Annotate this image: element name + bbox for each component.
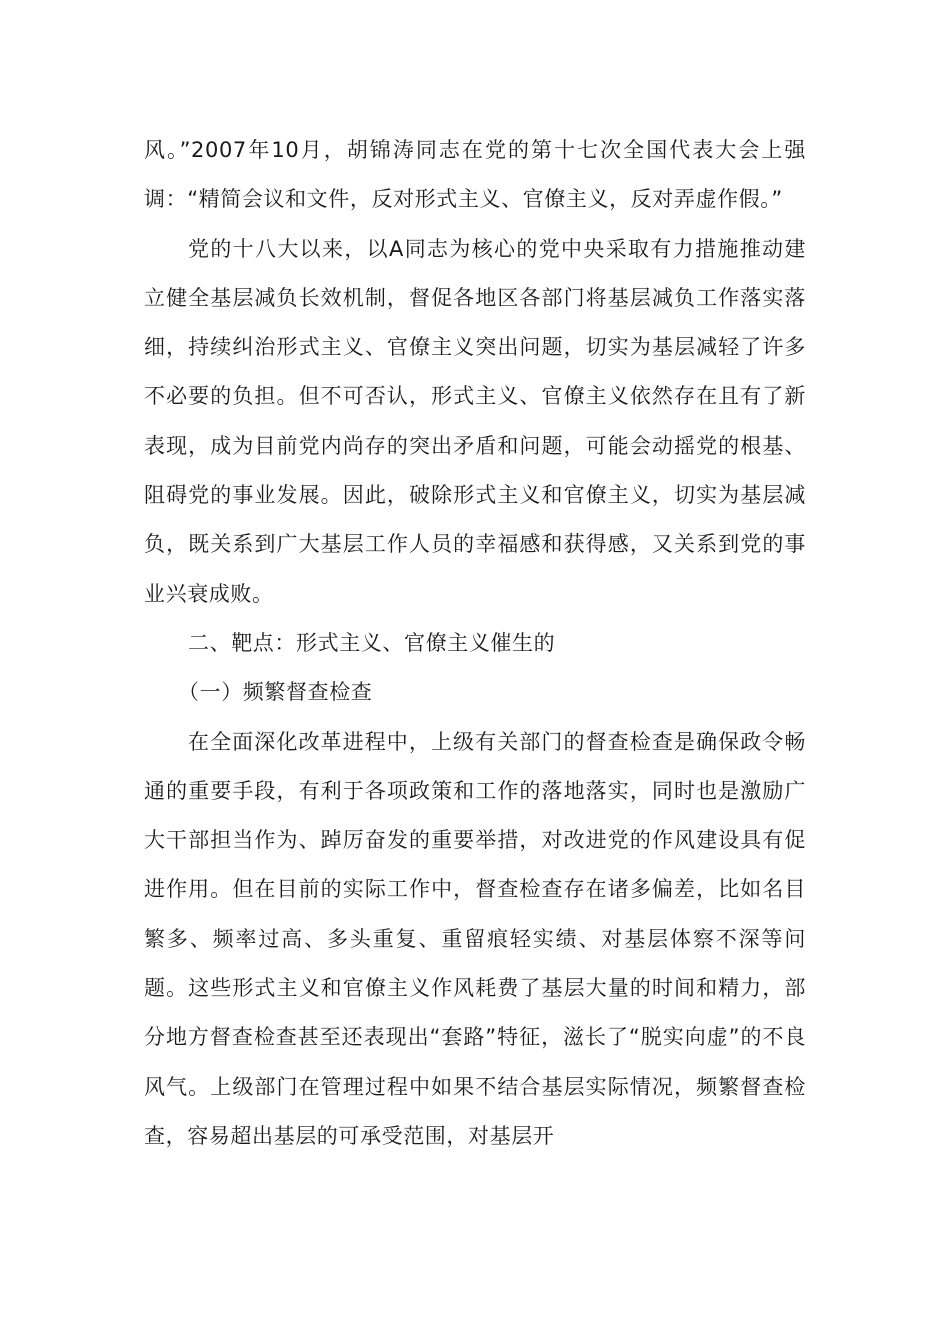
subsection-heading: （一）频繁督查检查 <box>178 680 373 705</box>
paragraph-continuation: 风。”2007年10月，胡锦涛同志在党的第十七次全国代表大会上强调：“精简会议和文件，反对形式主义、官僚主义，反对弄虚作假。” <box>144 138 806 212</box>
section-heading: 二、靶点：形式主义、官僚主义催生的 <box>188 630 556 655</box>
document-body <box>144 126 806 1161</box>
paragraph-party-18th-congress: 党的十八大以来，以A同志为核心的党中央采取有力措施推动建立健全基层减负长效机制，督促各地区各部门将基层减负工作落实落细，持续纠治形式主义、官僚主义突出问题，切实为基层减轻了许多不必要的负担。但不可否认，形式主义、官僚主义依然存在且有了新表现，成为目前党内尚存的突出矛盾和问题，可能会动摇党的根基、阻碍党的事业发展。因此，破除形式主义和官僚主义，切实为基层减负，既关系到广大基层工作人员的幸福感和获得感，又关系到党的事业兴衰成败。 <box>144 236 806 606</box>
paragraph-inspection: 在全面深化改革进程中，上级有关部门的督查检查是确保政令畅通的重要手段，有利于各项政策和工作的落地落实，同时也是激励广大干部担当作为、踔厉奋发的重要举措，对改进党的作风建设具有促进作用。但在目前的实际工作中，督查检查存在诸多偏差，比如名目繁多、频率过高、多头重复、重留痕轻实绩、对基层体察不深等问题。这些形式主义和官僚主义作风耗费了基层大量的时间和精力，部分地方督查检查甚至还表现出“套路”特征，滋长了“脱实向虚”的不良风气。上级部门在管理过程中如果不结合基层实际情况，频繁督查检查，容易超出基层的可承受范围，对基层开 <box>144 729 806 1148</box>
